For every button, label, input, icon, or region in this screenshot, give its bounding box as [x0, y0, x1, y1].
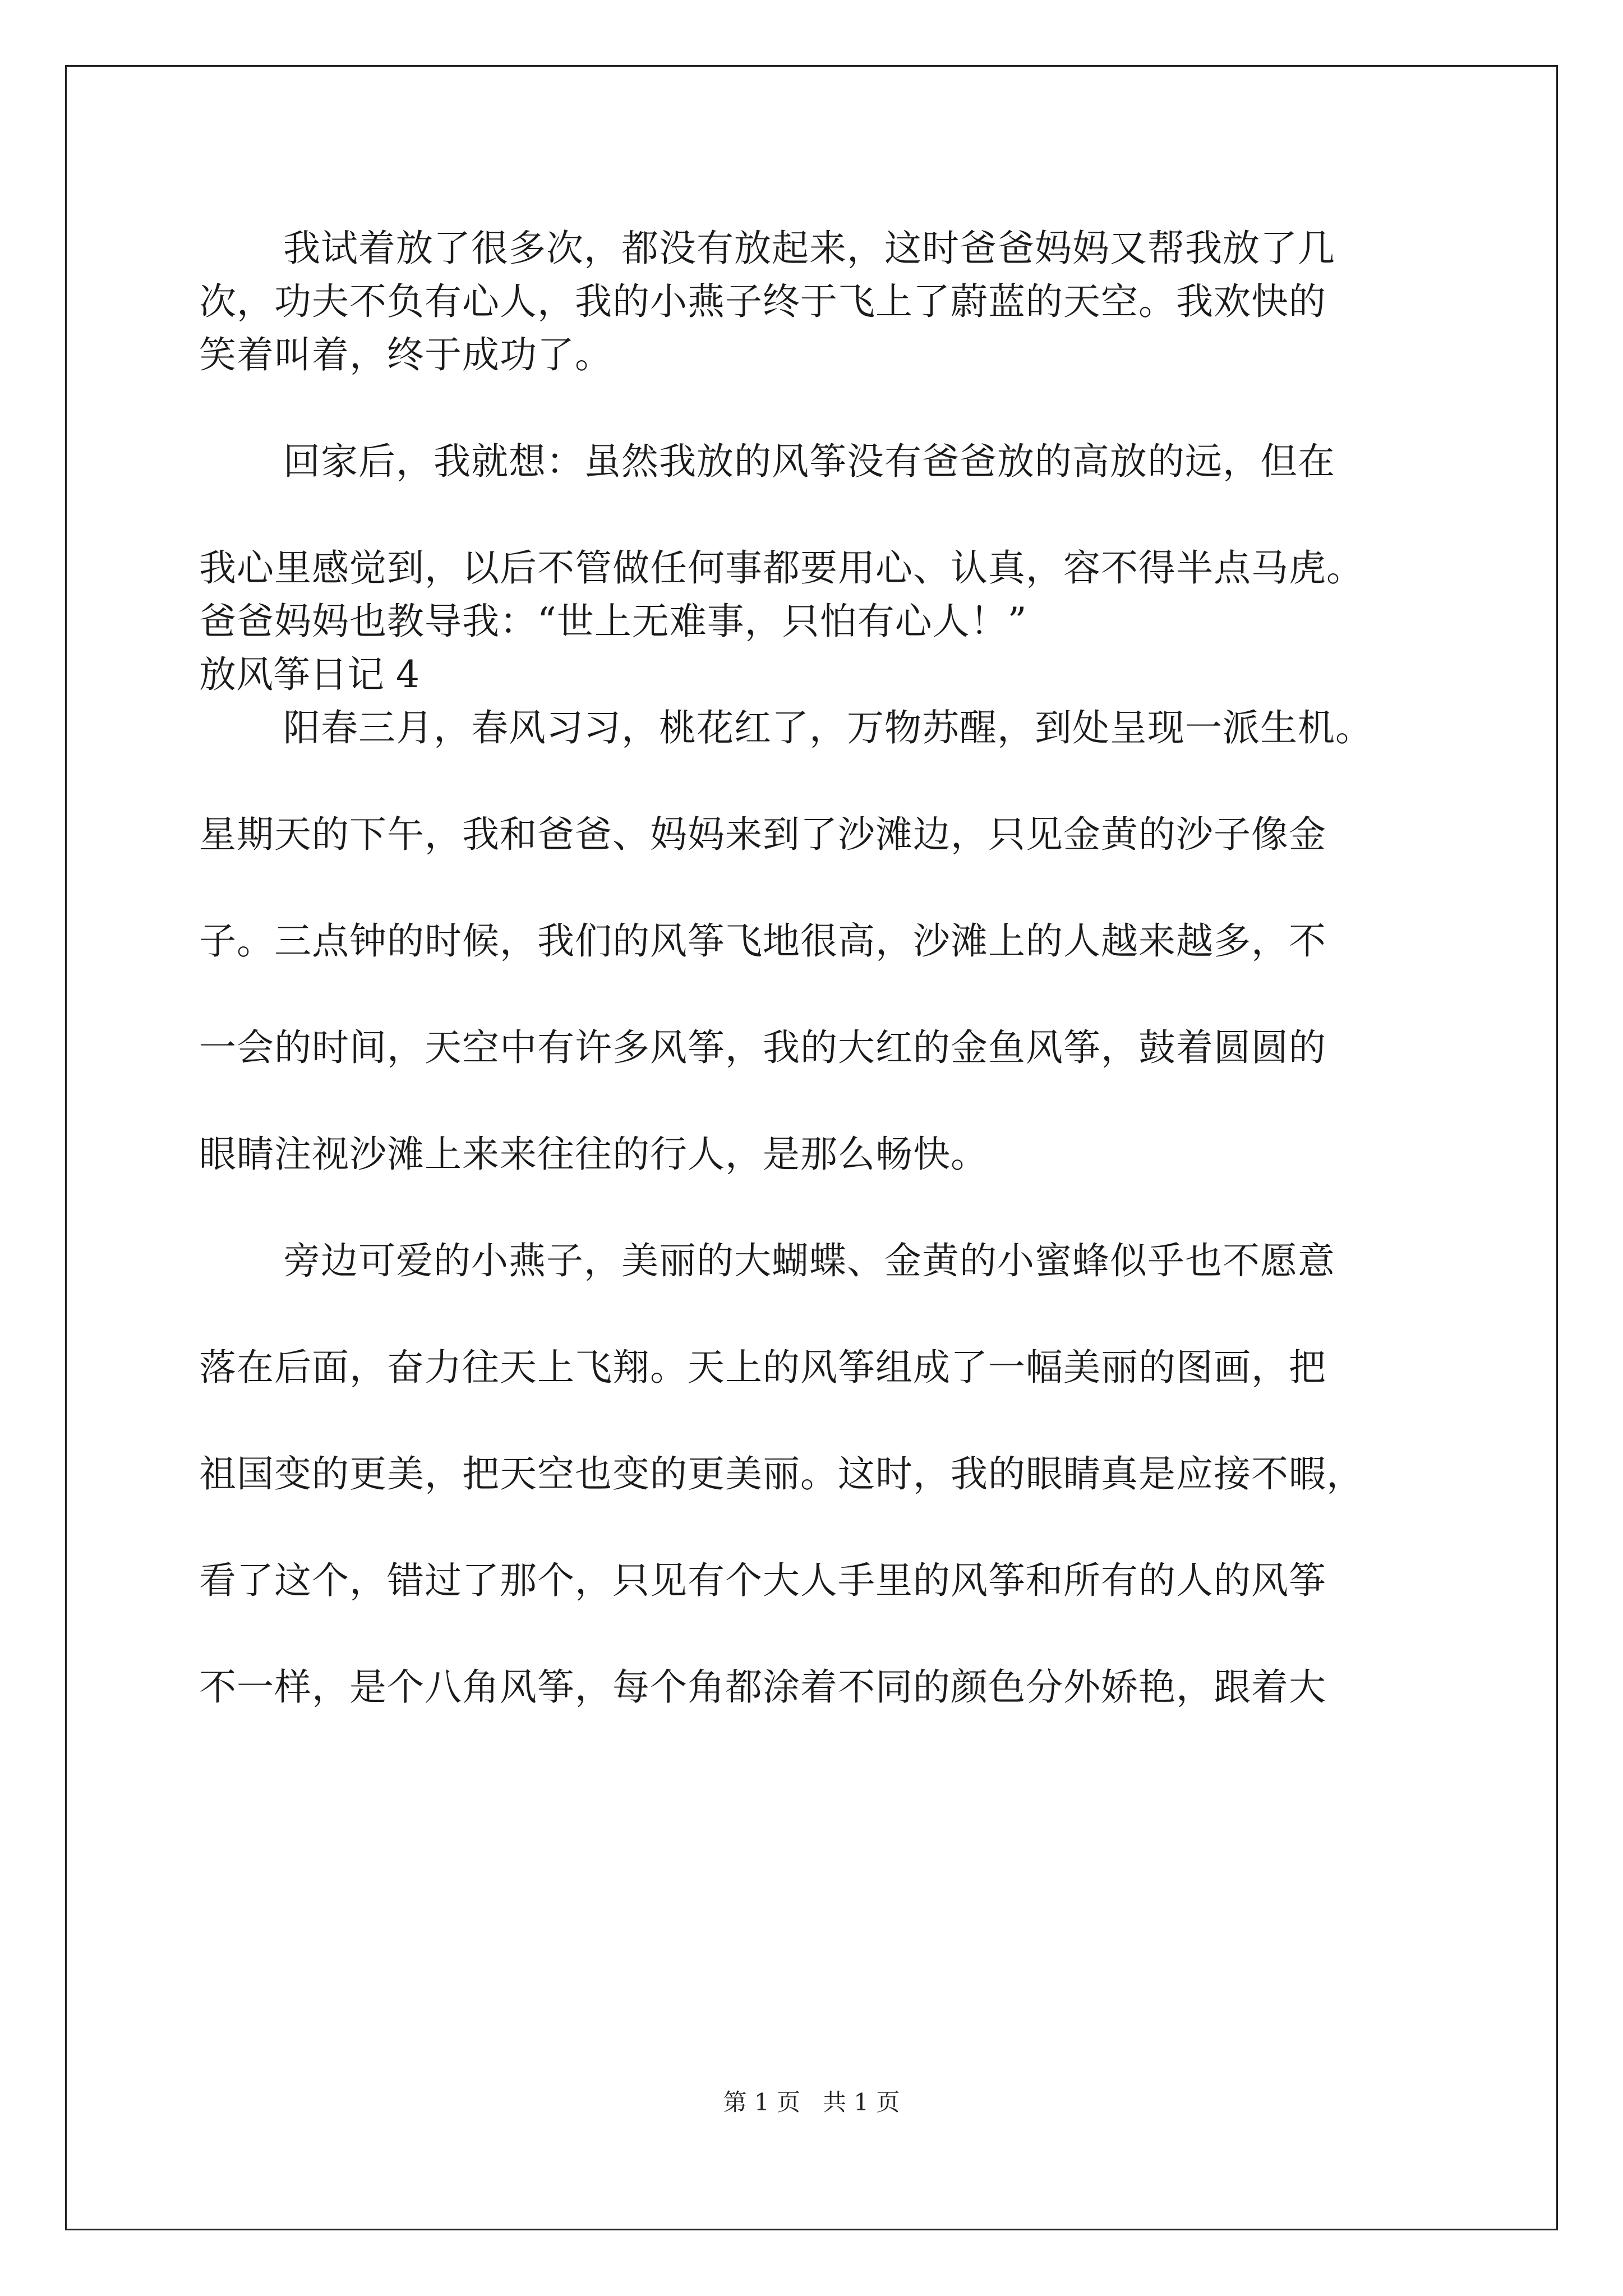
- paragraph-line: 眼睛注视沙滩上来来往往的行人，是那么畅快。: [199, 1133, 988, 1176]
- paragraph: [199, 1234, 1433, 1714]
- paragraph-line: 次，功夫不负有心人，我的小燕子终于飞上了蔚蓝的天空。我欢快的: [199, 280, 1326, 323]
- page-number: 第 1 页: [723, 2088, 800, 2116]
- paragraph-line: 我心里感觉到，以后不管做任何事都要用心、认真，容不得半点马虎。: [199, 546, 1364, 590]
- document-body: [199, 222, 1433, 1714]
- paragraph-line: 子。三点钟的时候，我们的风筝飞地很高，沙滩上的人越来越多，不: [199, 919, 1326, 963]
- paragraph-line: 爸爸妈妈也教导我：“世上无难事，只怕有心人！”: [199, 600, 1027, 643]
- paragraph-line: 一会的时间，天空中有许多风筝，我的大红的金鱼风筝，鼓着圆圆的: [199, 1026, 1326, 1069]
- paragraph-line: 阳春三月，春风习习，桃花红了，万物苏醒，到处呈现一派生机。: [283, 706, 1373, 749]
- paragraph-line: 回家后，我就想：虽然我放的风筝没有爸爸放的高放的远，但在: [283, 440, 1335, 483]
- page-footer: [0, 2086, 1623, 2119]
- paragraph-line: 星期天的下午，我和爸爸、妈妈来到了沙滩边，只见金黄的沙子像金: [199, 813, 1326, 856]
- paragraph-line: 不一样，是个八角风筝，每个角都涂着不同的颜色分外娇艳，跟着大: [199, 1665, 1326, 1709]
- page-total: 共 1 页: [823, 2088, 900, 2116]
- section-title: 放风筝日记 4: [199, 653, 419, 696]
- paragraph: [199, 701, 1433, 1181]
- paragraph-line: 笑着叫着，终于成功了。: [199, 333, 612, 376]
- paragraph: [199, 222, 1433, 381]
- paragraph-line: 旁边可爱的小燕子，美丽的大蝴蝶、金黄的小蜜蜂似乎也不愿意: [283, 1239, 1335, 1282]
- paragraph-line: 看了这个，错过了那个，只见有个大人手里的风筝和所有的人的风筝: [199, 1559, 1326, 1602]
- paragraph: [199, 435, 1433, 648]
- paragraph-line: 落在后面，奋力往天上飞翔。天上的风筝组成了一幅美丽的图画，把: [199, 1346, 1326, 1389]
- paragraph-line: 祖国变的更美，把天空也变的更美丽。这时，我的眼睛真是应接不暇，: [199, 1452, 1364, 1496]
- paragraph-line: 我试着放了很多次，都没有放起来，这时爸爸妈妈又帮我放了几: [283, 227, 1335, 270]
